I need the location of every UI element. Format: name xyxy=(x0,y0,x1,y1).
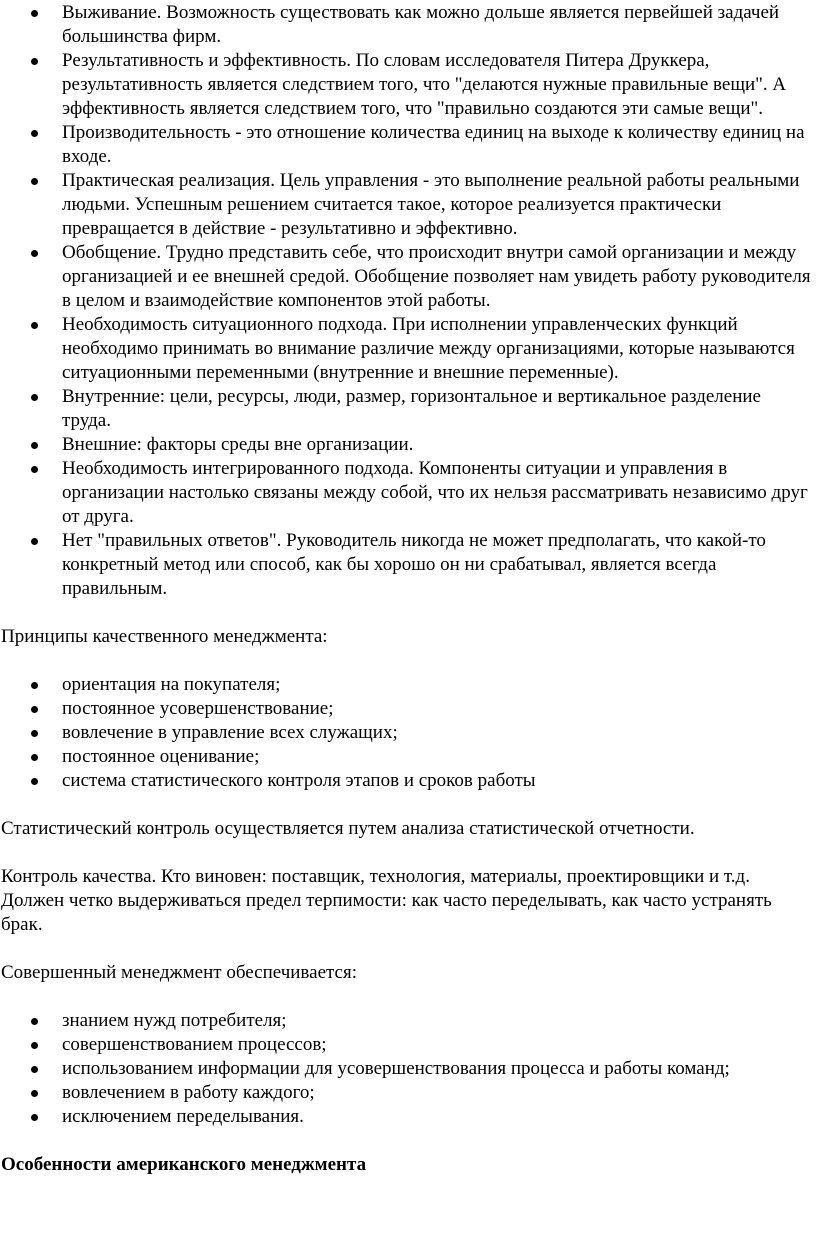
bullet-icon xyxy=(31,706,38,713)
american-management-heading: Особенности американского менеджмента xyxy=(1,1154,367,1175)
bullet-icon xyxy=(31,10,38,17)
spacer xyxy=(0,1129,816,1153)
spacer xyxy=(0,601,816,625)
bullet-icon xyxy=(31,538,38,545)
bullet-icon xyxy=(31,250,38,257)
perfect-management-heading: Совершенный менеджмент обеспечивается: xyxy=(1,962,358,983)
principles-heading: Принципы качественного менеджмента: xyxy=(1,626,328,647)
list-item: исключением переделывания. xyxy=(0,1105,816,1129)
main-bullet-list xyxy=(0,1,816,601)
list-item: Выживание. Возможность существовать как можно дольше является первейшей задачей большинства фирм. xyxy=(0,1,816,49)
bullet-icon xyxy=(31,730,38,737)
bullet-icon xyxy=(31,130,38,137)
bullet-icon xyxy=(31,754,38,761)
spacer xyxy=(0,649,816,673)
list-item: вовлечение в управление всех служащих; xyxy=(0,721,816,745)
bullet-icon xyxy=(31,1090,38,1097)
spacer xyxy=(0,841,816,865)
statistical-control-paragraph: Статистический контроль осуществляется путем анализа статистической отчетности. xyxy=(1,818,695,839)
list-item: вовлечением в работу каждого; xyxy=(0,1081,816,1105)
list-item: Обобщение. Трудно представить себе, что происходит внутри самой организации и между организацией и ее внешней средой. Обобщение позволяет нам увидеть работу руководителя в целом и взаимодействие компонентов этой работы. xyxy=(0,241,816,313)
bullet-icon xyxy=(31,682,38,689)
bullet-icon xyxy=(31,1018,38,1025)
list-item: Внешние: факторы среды вне организации. xyxy=(0,433,816,457)
list-item: постоянное усовершенствование; xyxy=(0,697,816,721)
list-item: Производительность - это отношение количества единиц на выходе к количеству единиц на входе. xyxy=(0,121,816,169)
list-item: Практическая реализация. Цель управления - это выполнение реальной работы реальными людьми. Успешным решением считается такое, которое реализуется практически превращается в действие - результативно и эффективно. xyxy=(0,169,816,241)
bullet-icon xyxy=(31,394,38,401)
bullet-icon xyxy=(31,778,38,785)
perfect-management-bullet-list xyxy=(0,1009,816,1129)
bullet-icon xyxy=(31,1114,38,1121)
list-item: система статистического контроля этапов и сроков работы xyxy=(0,769,816,793)
bullet-icon xyxy=(31,442,38,449)
spacer xyxy=(0,937,816,961)
bullet-icon xyxy=(31,1042,38,1049)
principles-bullet-list xyxy=(0,673,816,793)
bullet-icon xyxy=(31,1066,38,1073)
spacer xyxy=(0,985,816,1009)
bullet-icon xyxy=(31,322,38,329)
list-item: знанием нужд потребителя; xyxy=(0,1009,816,1033)
list-item: Необходимость ситуационного подхода. При исполнении управленческих функций необходимо принимать во внимание различие между организациями, которые называются ситуационными переменными (внутренние и внешние переменные). xyxy=(0,313,816,385)
quality-control-paragraph: Контроль качества. Кто виновен: поставщик, технология, материалы, проектировщики и т.д. Должен четко выдерживаться предел терпимости: как часто переделывать, как часто устранять брак. xyxy=(1,866,772,935)
list-item: постоянное оценивание; xyxy=(0,745,816,769)
bullet-icon xyxy=(31,178,38,185)
list-item: ориентация на покупателя; xyxy=(0,673,816,697)
list-item: Необходимость интегрированного подхода. Компоненты ситуации и управления в организации настолько связаны между собой, что их нельзя рассматривать независимо друг от друга. xyxy=(0,457,816,529)
list-item: Внутренние: цели, ресурсы, люди, размер, горизонтальное и вертикальное разделение труда. xyxy=(0,385,816,433)
spacer xyxy=(0,793,816,817)
document-page xyxy=(0,1,816,1234)
list-item: Нет "правильных ответов". Руководитель никогда не может предполагать, что какой-то конкретный метод или способ, как бы хорошо он ни срабатывал, является всегда правильным. xyxy=(0,529,816,601)
list-item: совершенствованием процессов; xyxy=(0,1033,816,1057)
bullet-icon xyxy=(31,58,38,65)
list-item: Результативность и эффективность. По словам исследователя Питера Друккера, результативность является следствием того, что "делаются нужные правильные вещи". А эффективность является следствием того, что "правильно создаются эти самые вещи". xyxy=(0,49,816,121)
bullet-icon xyxy=(31,466,38,473)
list-item: использованием информации для усовершенствования процесса и работы команд; xyxy=(0,1057,816,1081)
